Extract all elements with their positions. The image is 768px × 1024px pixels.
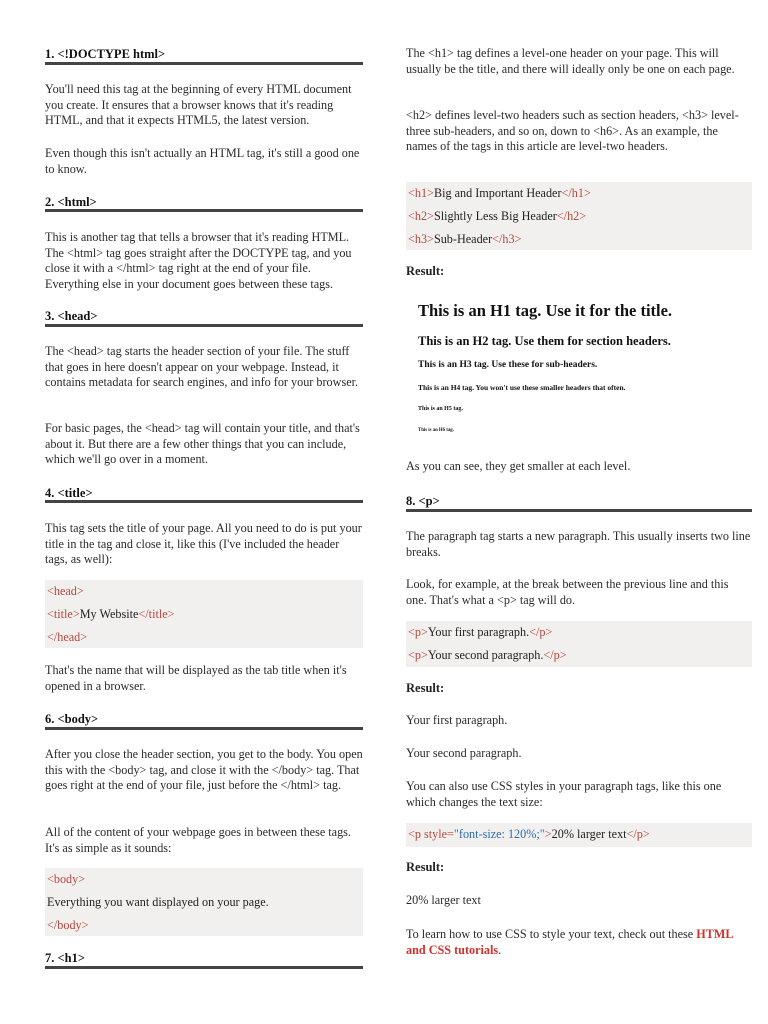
code-line: </head> xyxy=(47,629,88,644)
code-line: <p>Your second paragraph.</p> xyxy=(408,647,567,662)
section-divider xyxy=(406,509,752,512)
html-css-tutorials-link[interactable]: HTML and CSS tutorials xyxy=(406,927,733,957)
demo-h5: This is an H5 tag. xyxy=(418,406,463,412)
section-divider xyxy=(45,324,363,327)
paragraph: To learn how to use CSS to style your text, check out these HTML and CSS tutorials. xyxy=(406,927,733,957)
demo-h2: This is an H2 tag. Use them for section headers. xyxy=(418,334,671,348)
paragraph: <h2> defines level-two headers such as section headers, <h3> level-three sub-headers, and so on, down to <h6>. As an example, the names of the tags in this article are level-two headers. xyxy=(406,108,739,154)
section-heading-body: 6. <body> xyxy=(45,712,99,726)
code-block xyxy=(45,868,363,936)
section-divider xyxy=(45,500,363,503)
section-heading-title: 4. <title> xyxy=(45,486,93,500)
result-output: 20% larger text xyxy=(406,893,481,907)
paragraph: The paragraph tag starts a new paragraph. This usually inserts two line breaks. xyxy=(406,529,751,559)
paragraph: This is another tag that tells a browser that it's reading HTML. The <html> tag goes straight after the DOCTYPE tag, and you close it with a </html> tag right at the end of your file. Everything else in your document goes between these tags. xyxy=(45,230,352,291)
paragraph: You'll need this tag at the beginning of every HTML document you create. It ensures that a browser knows that it's reading HTML, and that it expects HTML5, the latest version. xyxy=(45,82,352,128)
demo-h6: This is an H6 tag. xyxy=(418,428,454,433)
paragraph: This tag sets the title of your page. All you need to do is put your title in the tag and close it, like this (I've included the header tags, as well): xyxy=(45,521,362,567)
section-divider xyxy=(45,966,363,969)
code-line: <h2>Slightly Less Big Header</h2> xyxy=(408,208,587,223)
code-block xyxy=(45,580,363,648)
code-line: <h3>Sub-Header</h3> xyxy=(408,231,522,246)
demo-h1: This is an H1 tag. Use it for the title. xyxy=(418,301,673,320)
paragraph: The <h1> tag defines a level-one header on your page. This will usually be the title, and there will ideally only be one on each page. xyxy=(406,46,735,76)
code-line: <head> xyxy=(47,584,84,598)
paragraph: Even though this isn't actually an HTML tag, it's still a good one to know. xyxy=(45,146,360,176)
section-heading-html: 2. <html> xyxy=(45,195,97,209)
result-label: Result: xyxy=(406,681,445,695)
paragraph: All of the content of your webpage goes in between these tags. It's as simple as it sounds: xyxy=(45,825,351,855)
paragraph: That's the name that will be displayed as the tab title when it's opened in a browser. xyxy=(45,663,347,693)
code-line: <h1>Big and Important Header</h1> xyxy=(408,186,591,200)
code-line: <title>My Website</title> xyxy=(47,606,175,621)
section-heading-p: 8. <p> xyxy=(406,494,440,508)
paragraph: The <head> tag starts the header section of your file. The stuff that goes in here doesn't appear on your webpage. Instead, it contains metadata for search engines, and info for your browser. xyxy=(45,344,359,390)
paragraph: For basic pages, the <head> tag will contain your title, and that's about it. But there are a few other things that you can include, which we'll go over in a moment. xyxy=(45,421,360,467)
code-line: <p>Your first paragraph.</p> xyxy=(408,625,553,639)
demo-h3: This is an H3 tag. Use these for sub-headers. xyxy=(418,360,598,370)
result-output: Your second paragraph. xyxy=(406,746,522,760)
section-divider xyxy=(45,727,363,730)
section-divider xyxy=(45,209,363,212)
result-label: Result: xyxy=(406,860,445,874)
demo-h4: This is an H4 tag. You won't use these smaller headers that often. xyxy=(418,383,626,392)
result-output: Your first paragraph. xyxy=(406,713,508,727)
paragraph: After you close the header section, you get to the body. You open this with the <body> tag, and close it with the </body> tag. That goes right at the end of your file, just before the </html> tag. xyxy=(45,747,363,793)
result-label: Result: xyxy=(406,264,445,278)
paragraph: As you can see, they get smaller at each level. xyxy=(406,459,631,473)
code-line: <p style="font-size: 120%;">20% larger text</p> xyxy=(408,827,650,841)
paragraph: You can also use CSS styles in your paragraph tags, like this one which changes the text size: xyxy=(406,779,722,809)
section-heading-head: 3. <head> xyxy=(45,309,98,323)
section-divider xyxy=(45,62,363,65)
code-line: <body> xyxy=(47,872,86,886)
code-block xyxy=(406,621,752,667)
section-heading-h1: 7. <h1> xyxy=(45,951,85,965)
code-line: </body> xyxy=(47,917,89,932)
code-line: Everything you want displayed on your page. xyxy=(47,894,269,909)
section-heading-doctype: 1. <!DOCTYPE html> xyxy=(45,47,166,61)
code-block xyxy=(406,182,752,250)
code-block xyxy=(406,823,752,847)
paragraph: Look, for example, at the break between the previous line and this one. That's what a <p> tag will do. xyxy=(406,577,729,607)
